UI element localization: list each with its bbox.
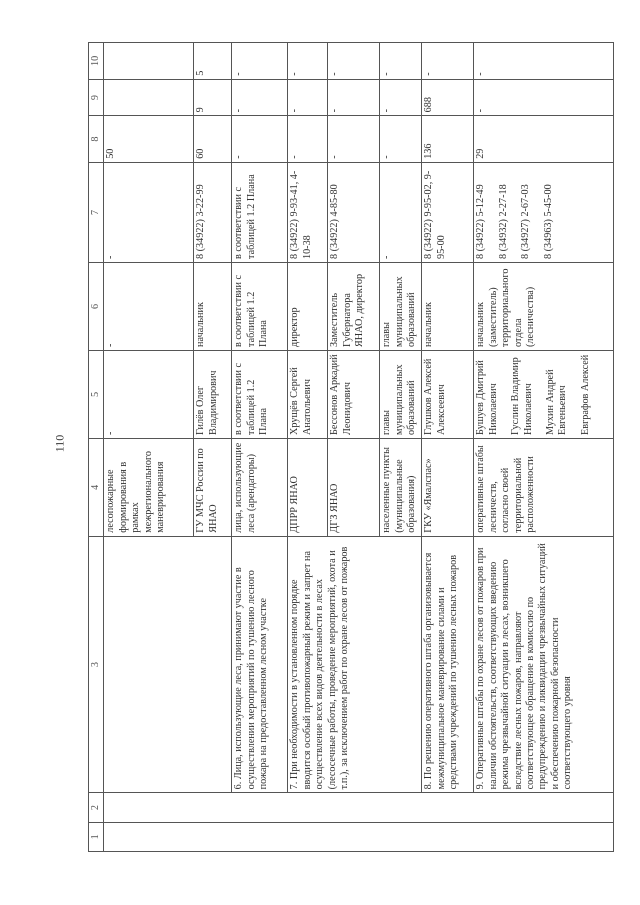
cell-equipment: - [288, 79, 328, 116]
cell-measure [104, 536, 232, 793]
cell-phone: 8 (34922) 9-95-02, 9-95-00 [422, 162, 474, 262]
cell-measure: 6. Лица, использующие леса, принимают участие в осуществлении мероприятий по тушению лесного пожара на предоставленном лесном участке [232, 536, 288, 793]
cell-position: в соответствии с таблицей 1.2 Плана [232, 263, 288, 351]
cell-personnel: - [380, 116, 422, 162]
cell-personnel: 29 [474, 116, 614, 162]
cell-equipment: - [232, 79, 288, 116]
cell-position: директор [288, 263, 328, 351]
cell-personnel: - [328, 116, 380, 162]
column-header: 2 [89, 793, 104, 822]
cell-phone: - [380, 162, 422, 262]
cell-measure: 9. Оперативные штабы по охране лесов от пожаров при наличии обстоятельств, соответствующих введению режима чрезвычайной ситуации в лесах, возникшего вследствие лесных пожаров, направляют соответствующее обращение в комиссию по предупреждению и ликвидации чрезвычайных ситуаций и обеспечению пожарной безопасности соответствующего уровня [474, 536, 614, 793]
responsible-person: Мухин Андрей Евгеньевич [545, 369, 569, 435]
table-row [474, 43, 614, 852]
cell-personnel: - [232, 116, 288, 162]
column-header: 5 [89, 350, 104, 438]
cell-executor: ДГЗ ЯНАО [328, 438, 380, 536]
column-header: 8 [89, 116, 104, 162]
cell-col2 [104, 793, 614, 822]
cell-col10: - [232, 43, 288, 80]
phone-number: 8 (34963) 5-45-00 [542, 184, 554, 259]
cell-position: начальник (заместитель) территориального отдела (лесничества) [474, 263, 614, 351]
cell-position: - [104, 263, 194, 351]
column-header: 4 [89, 438, 104, 536]
cell-responsible: Гилёв Олег Владимирович [194, 350, 232, 438]
cell-col10: - [380, 43, 422, 80]
table-header-row [89, 43, 104, 852]
cell-personnel: 50 [104, 116, 194, 162]
cell-executor: ДПРР ЯНАО [288, 438, 328, 536]
cell-executor: лица, использующие леса (арендаторы) [232, 438, 288, 536]
cell-phone: - [104, 162, 194, 262]
cell-equipment: - [380, 79, 422, 116]
cell-col10: - [288, 43, 328, 80]
cell-col10: - [422, 43, 474, 80]
cell-col10: 5 [194, 43, 232, 80]
cell-position: главы муниципальных образований [380, 263, 422, 351]
cell-measure: 7. При необходимости в установленном порядке вводится особый противопожарный режим и запрет на осуществление всех видов деятельности в лесах (лесосечные работы, проведение мероприятий, охота и т.п.), за исключением работ по охране лесов от пожаров [288, 536, 422, 793]
cell-executor: ГУ МЧС России по ЯНАО [194, 438, 232, 536]
column-header: 9 [89, 79, 104, 116]
cell-equipment [104, 79, 194, 116]
responsible-person: Бушуев Дмитрий Николаевич [475, 360, 499, 435]
cell-responsible [474, 350, 614, 438]
phone-number: 8 (34922) 5-12-49 [475, 184, 487, 259]
responsible-person: Евграфов Алексей [579, 354, 591, 435]
cell-personnel: 136 [422, 116, 474, 162]
cell-executor: населенные пункты (муниципальные образования) [380, 438, 422, 536]
cell-responsible: Хрущёв Сергей Анатольевич [288, 350, 328, 438]
cell-equipment: 688 [422, 79, 474, 116]
cell-phone: 8 (34922) 4-85-80 [328, 162, 380, 262]
cell-col1 [104, 822, 614, 851]
cell-col10: - [474, 43, 614, 80]
cell-phone: 8 (34922) 3-22-99 [194, 162, 232, 262]
table-row [104, 43, 194, 852]
cell-equipment: - [474, 79, 614, 116]
cell-executor: лесопожарные формирования в рамках межрегионального маневрирования [104, 438, 194, 536]
cell-equipment: 9 [194, 79, 232, 116]
cell-responsible: Глушков Алексей Алексеевич [422, 350, 474, 438]
cell-personnel: 60 [194, 116, 232, 162]
data-table [88, 42, 614, 852]
cell-responsible: Бессонов Аркадий Леонидович [328, 350, 380, 438]
phone-number: 8 (34932) 2-27-18 [497, 184, 509, 259]
cell-position: Заместитель Губернатора ЯНАО, директор [328, 263, 380, 351]
column-header: 3 [89, 536, 104, 793]
cell-col10 [104, 43, 194, 80]
cell-executor: ГКУ «Ямалспас» [422, 438, 474, 536]
rotated-table-container [88, 42, 618, 852]
column-header: 6 [89, 263, 104, 351]
cell-equipment: - [328, 79, 380, 116]
table-row [422, 43, 474, 852]
cell-responsible: - [104, 350, 194, 438]
column-header: 7 [89, 162, 104, 262]
cell-measure: 8. По решению оперативного штаба организовывается межмуниципальное маневрирование силами и средствами учреждений по тушению лесных пожаров [422, 536, 474, 793]
cell-responsible: главы муниципальных образований [380, 350, 422, 438]
cell-phone: 8 (34922) 9-93-41, 4-10-38 [288, 162, 328, 262]
cell-phone [474, 162, 614, 262]
cell-personnel: - [288, 116, 328, 162]
cell-responsible: в соответствии с таблицей 1.2 Плана [232, 350, 288, 438]
cell-position: начальник [422, 263, 474, 351]
column-header: 1 [89, 822, 104, 851]
table-row [232, 43, 288, 852]
page-number: 110 [52, 434, 67, 453]
column-header: 10 [89, 43, 104, 80]
cell-executor: оперативные штабы лесничеств, согласно своей территориальной расположенности [474, 438, 614, 536]
responsible-person: Гуслин Владимир Николаевич [510, 357, 534, 435]
cell-position: начальник [194, 263, 232, 351]
phone-number: 8 (34927) 2-67-03 [520, 184, 532, 259]
table-row [288, 43, 328, 852]
cell-col10: - [328, 43, 380, 80]
cell-phone: в соответствии с таблицей 1.2 Плана [232, 162, 288, 262]
